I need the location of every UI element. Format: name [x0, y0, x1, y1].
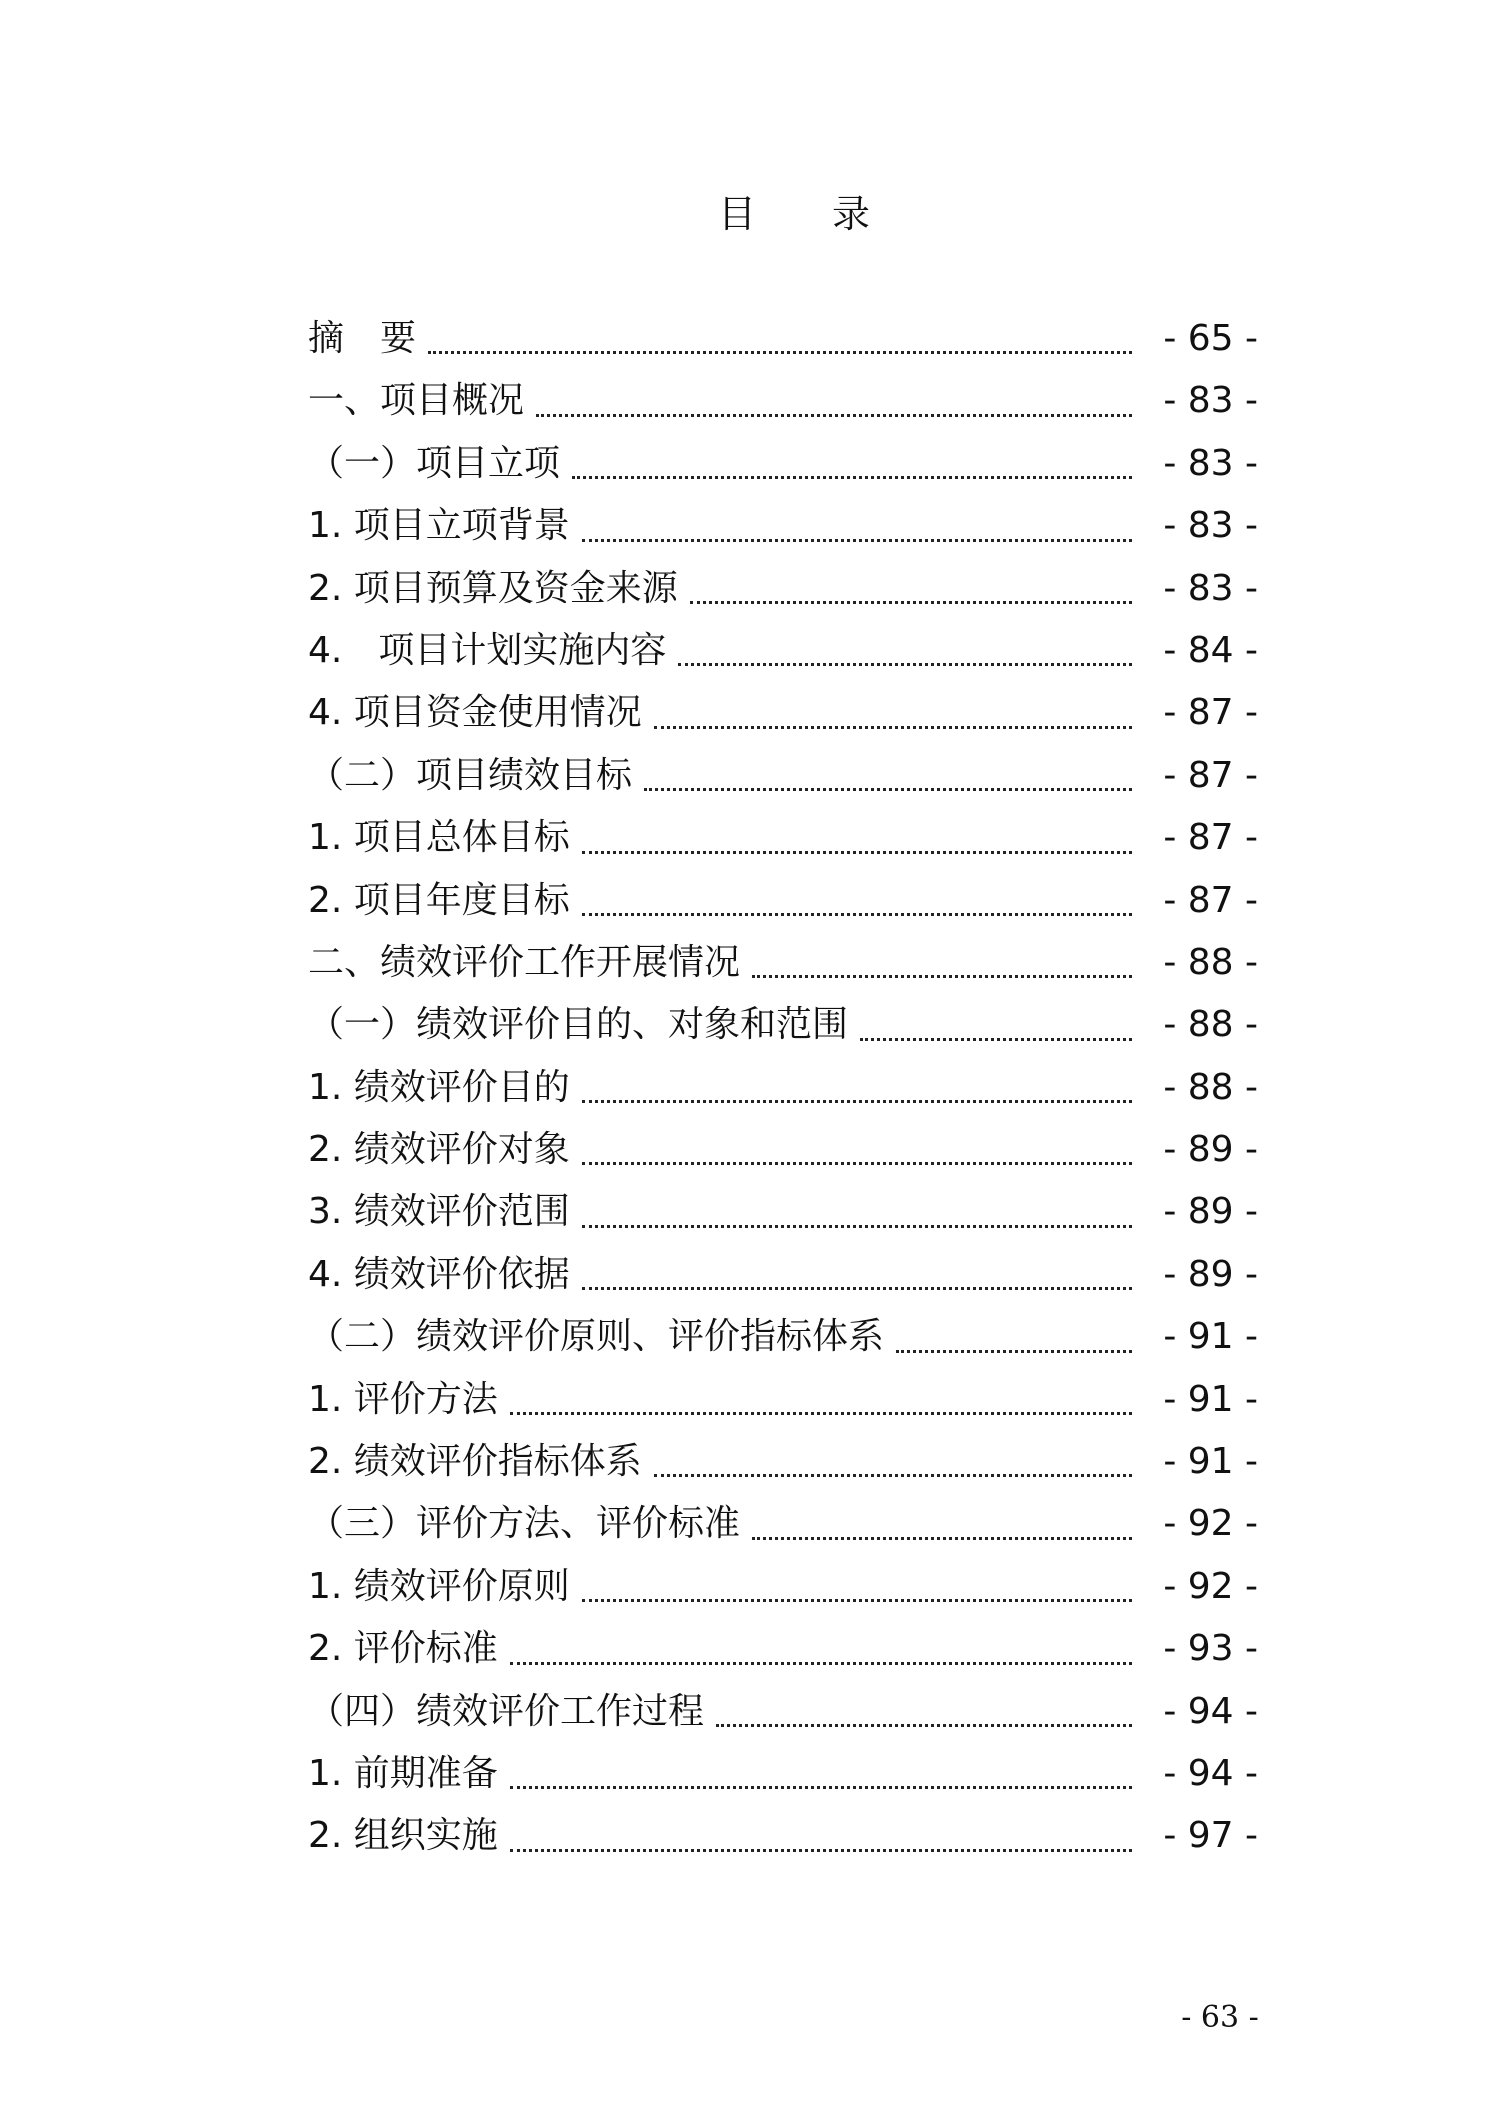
toc-entry-label: 摘 要: [308, 318, 417, 359]
toc-entry-page: - 94 -: [1163, 1752, 1258, 1794]
dot-leader: [582, 1287, 1132, 1290]
toc-entry-label: 2. 评价标准: [308, 1628, 498, 1670]
toc-entry-label: 1. 前期准备: [308, 1752, 498, 1794]
dot-leader: [716, 1724, 1132, 1727]
table-of-contents: [308, 308, 1258, 1868]
toc-entry-label: （四）绩效评价工作过程: [308, 1690, 705, 1732]
dot-leader: [572, 476, 1132, 479]
toc-entry-page: - 83 -: [1163, 380, 1258, 422]
toc-entry-page: - 87 -: [1163, 879, 1258, 921]
toc-entry-index-system[interactable]: [308, 1431, 1258, 1493]
dot-leader: [582, 1162, 1132, 1165]
toc-entry-principles-index-system[interactable]: [308, 1306, 1258, 1368]
dot-leader: [896, 1350, 1132, 1353]
toc-entry-evaluation-basis[interactable]: [308, 1244, 1258, 1306]
toc-entry-page: - 91 -: [1163, 1441, 1258, 1483]
toc-entry-page: - 83 -: [1163, 567, 1258, 609]
toc-entry-performance-goals[interactable]: [308, 745, 1258, 807]
toc-entry-label: 2. 绩效评价对象: [308, 1129, 570, 1171]
dot-leader: [752, 1537, 1132, 1540]
dot-leader: [510, 1662, 1132, 1665]
toc-entry-approval-background[interactable]: [308, 495, 1258, 557]
toc-entry-evaluation-process[interactable]: [308, 1681, 1258, 1743]
toc-entry-evaluation-standard[interactable]: [308, 1618, 1258, 1680]
toc-entry-organization-implementation[interactable]: [308, 1805, 1258, 1867]
dot-leader: [582, 1599, 1132, 1602]
toc-entry-budget-source[interactable]: [308, 558, 1258, 620]
toc-entry-label: 2. 项目年度目标: [308, 879, 570, 921]
toc-entry-label: （一）项目立项: [308, 442, 561, 484]
toc-entry-evaluation-purpose-scope[interactable]: [308, 994, 1258, 1056]
toc-entry-method-standard[interactable]: [308, 1493, 1258, 1555]
toc-entry-page: - 87 -: [1163, 692, 1258, 734]
toc-entry-page: - 92 -: [1163, 1565, 1258, 1607]
toc-entry-label: 二、绩效评价工作开展情况: [308, 941, 741, 983]
toc-entry-evaluation-method[interactable]: [308, 1369, 1258, 1431]
dot-leader: [582, 539, 1132, 542]
page-number: - 63 -: [1181, 2000, 1259, 2035]
toc-entry-evaluation-purpose[interactable]: [308, 1057, 1258, 1119]
dot-leader: [690, 601, 1132, 604]
toc-entry-project-overview[interactable]: [308, 370, 1258, 432]
toc-entry-label: 1. 评价方法: [308, 1378, 498, 1420]
toc-entry-page: - 87 -: [1163, 817, 1258, 859]
dot-leader: [582, 851, 1132, 854]
dot-leader: [654, 726, 1132, 729]
dot-leader: [860, 1038, 1132, 1041]
toc-entry-implementation-content[interactable]: [308, 620, 1258, 682]
dot-leader: [678, 663, 1132, 666]
dot-leader: [428, 351, 1132, 354]
toc-entry-page: - 83 -: [1163, 505, 1258, 547]
dot-leader: [582, 1225, 1132, 1228]
toc-entry-evaluation-work[interactable]: [308, 932, 1258, 994]
toc-entry-overall-goal[interactable]: [308, 807, 1258, 869]
toc-entry-label: 4. 项目资金使用情况: [308, 692, 642, 734]
toc-entry-page: - 88 -: [1163, 941, 1258, 983]
toc-entry-page: - 83 -: [1163, 442, 1258, 484]
toc-entry-label: 1. 绩效评价目的: [308, 1066, 570, 1108]
toc-entry-fund-usage[interactable]: [308, 682, 1258, 744]
toc-entry-summary[interactable]: [308, 308, 1258, 370]
page-title: 目 录: [717, 192, 903, 236]
toc-entry-label: 2. 绩效评价指标体系: [308, 1441, 642, 1483]
toc-entry-label: 一、项目概况: [308, 380, 525, 422]
toc-entry-label: 1. 项目总体目标: [308, 817, 570, 859]
dot-leader: [510, 1849, 1132, 1852]
dot-leader: [536, 414, 1132, 417]
toc-entry-label: 1. 项目立项背景: [308, 505, 570, 547]
toc-entry-label: 2. 组织实施: [308, 1815, 498, 1857]
toc-entry-page: - 88 -: [1163, 1066, 1258, 1108]
toc-entry-page: - 87 -: [1163, 754, 1258, 796]
toc-entry-page: - 88 -: [1163, 1004, 1258, 1046]
dot-leader: [582, 913, 1132, 916]
toc-entry-page: - 94 -: [1163, 1690, 1258, 1732]
toc-entry-label: 3. 绩效评价范围: [308, 1191, 570, 1233]
dot-leader: [510, 1786, 1132, 1789]
toc-entry-label: （三）评价方法、评价标准: [308, 1503, 741, 1545]
toc-entry-label: （二）项目绩效目标: [308, 754, 633, 796]
toc-entry-label: 4. 项目计划实施内容: [308, 629, 667, 671]
toc-entry-page: - 84 -: [1163, 629, 1258, 671]
toc-entry-preparation[interactable]: [308, 1743, 1258, 1805]
toc-entry-page: - 93 -: [1163, 1628, 1258, 1670]
toc-entry-evaluation-principle[interactable]: [308, 1556, 1258, 1618]
toc-entry-page: - 89 -: [1163, 1129, 1258, 1171]
toc-entry-page: - 65 -: [1163, 318, 1258, 359]
dot-leader: [510, 1412, 1132, 1415]
toc-entry-project-approval[interactable]: [308, 433, 1258, 495]
toc-entry-evaluation-object[interactable]: [308, 1119, 1258, 1181]
toc-entry-label: 4. 绩效评价依据: [308, 1253, 570, 1295]
toc-entry-page: - 89 -: [1163, 1191, 1258, 1233]
toc-entry-label: （二）绩效评价原则、评价指标体系: [308, 1316, 885, 1358]
toc-entry-label: 2. 项目预算及资金来源: [308, 567, 678, 609]
toc-entry-label: （一）绩效评价目的、对象和范围: [308, 1004, 849, 1046]
toc-entry-page: - 91 -: [1163, 1378, 1258, 1420]
toc-entry-label: 1. 绩效评价原则: [308, 1565, 570, 1607]
dot-leader: [644, 788, 1132, 791]
dot-leader: [654, 1474, 1132, 1477]
toc-entry-page: - 92 -: [1163, 1503, 1258, 1545]
toc-entry-page: - 89 -: [1163, 1253, 1258, 1295]
dot-leader: [582, 1100, 1132, 1103]
toc-entry-annual-goal[interactable]: [308, 870, 1258, 932]
toc-entry-page: - 97 -: [1163, 1815, 1258, 1857]
toc-entry-evaluation-scope[interactable]: [308, 1181, 1258, 1243]
toc-entry-page: - 91 -: [1163, 1316, 1258, 1358]
dot-leader: [752, 975, 1132, 978]
